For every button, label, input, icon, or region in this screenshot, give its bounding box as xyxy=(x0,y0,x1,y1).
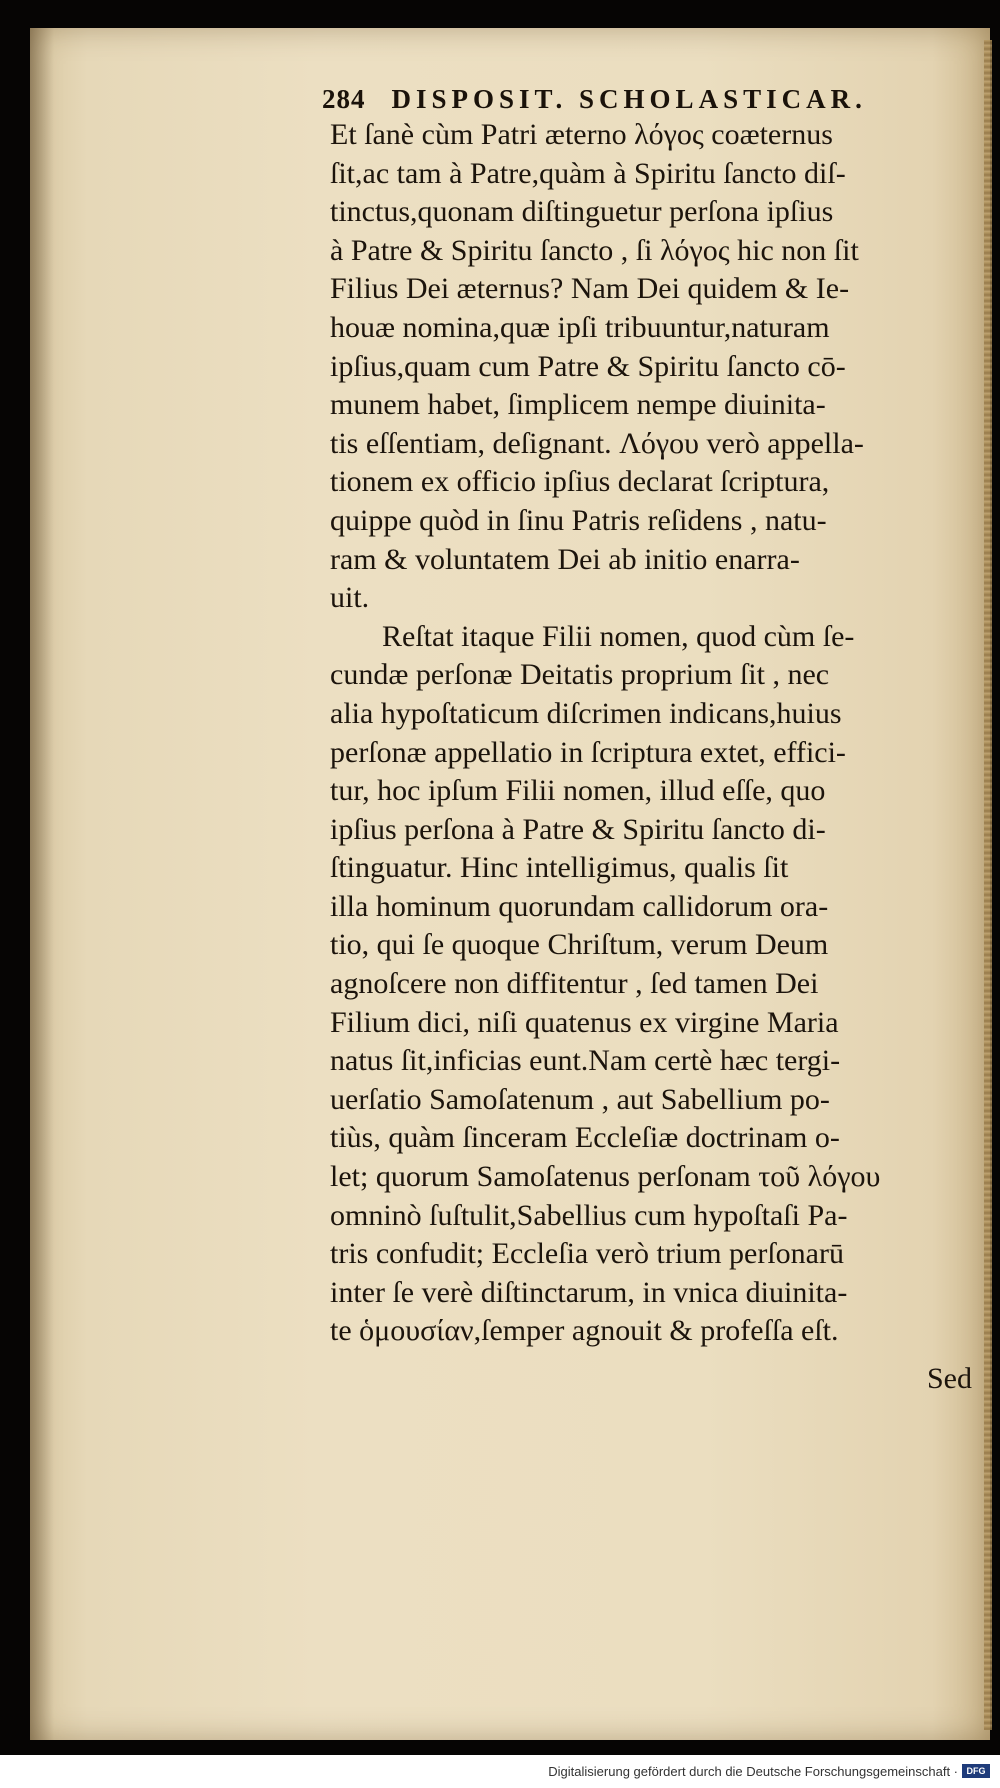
text-line: tinctus,quonam diſtinguetur perſona ipſius xyxy=(330,195,834,229)
text-line: ipſius,quam cum Patre & Spiritu ſancto cō- xyxy=(330,349,846,383)
body-text xyxy=(330,116,972,1351)
paragraph-start-line: Reſtat itaque Filii nomen, quod cùm ſe- xyxy=(382,619,855,653)
text-line: cundæ perſonæ Deitatis proprium ſit , nec xyxy=(330,658,830,692)
text-line: illa hominum quorundam callidorum ora- xyxy=(330,889,829,923)
text-line: alia hypoſtaticum diſcrimen indicans,huius xyxy=(330,696,842,730)
text-line: tis eſſentiam, deſignant. Λόγου verò appella- xyxy=(330,426,864,460)
page-fore-edge xyxy=(984,40,992,1730)
page-number: 284 xyxy=(322,83,366,114)
text-line: munem habet, ſimplicem nempe diuinita- xyxy=(330,388,826,422)
text-line: agnoſcere non diffitentur , ſed tamen Dei xyxy=(330,967,819,1001)
catchword: Sed xyxy=(927,1362,972,1395)
text-line: ſtinguatur. Hinc intelligimus, qualis ſit xyxy=(330,851,789,885)
text-line: houæ nomina,quæ ipſi tribuuntur,naturam xyxy=(330,310,830,344)
text-line: à Patre & Spiritu ſancto , ſi λόγος hic non ſit xyxy=(330,233,859,267)
text-line: inter ſe verè diſtinctarum, in vnica diuinita- xyxy=(330,1275,848,1309)
gutter-shadow xyxy=(30,28,54,1740)
text-line: te ὁμουσίαν,ſemper agnouit & profeſſa eſt. xyxy=(330,1314,839,1348)
text-line: quippe quòd in ſinu Patris reſidens , natu- xyxy=(330,503,827,537)
text-line: let; quorum Samoſatenus perſonam τοῦ λόγου xyxy=(330,1160,881,1194)
text-line: Filius Dei æternus? Nam Dei quidem & Ie- xyxy=(330,272,850,306)
text-line: Et ſanè cùm Patri æterno λόγος coæternus xyxy=(330,118,833,151)
text-line: omninò ſuſtulit,Sabellius cum hypoſtaſi Pa- xyxy=(330,1198,848,1232)
text-line: perſonæ appellatio in ſcriptura extet, effici- xyxy=(330,735,846,769)
text-line: tionem ex officio ipſius declarat ſcriptura, xyxy=(330,465,830,499)
digitization-footer xyxy=(0,1758,990,1784)
catchword-row xyxy=(330,1362,972,1402)
text-line: uit. xyxy=(330,581,370,615)
text-line: ram & voluntatem Dei ab initio enarra- xyxy=(330,542,800,576)
text-line: tiùs, quàm ſinceram Eccleſiæ doctrinam o- xyxy=(330,1121,840,1155)
text-line: tur, hoc ipſum Filii nomen, illud eſſe, quo xyxy=(330,774,826,808)
dfg-logo: DFG xyxy=(962,1764,990,1778)
text-line: tris confudit; Eccleſia verò trium perſonarū xyxy=(330,1237,844,1271)
text-line: ſit,ac tam à Patre,quàm à Spiritu ſancto diſ- xyxy=(330,156,846,190)
text-line: natus ſit,inficias eunt.Nam certè hæc tergi- xyxy=(330,1044,841,1078)
text-line: tio, qui ſe quoque Chriſtum, verum Deum xyxy=(330,928,829,962)
funding-credit: Digitalisierung gefördert durch die Deutsche Forschungsgemeinschaft · xyxy=(548,1763,958,1779)
text-line: Filium dici, niſi quatenus ex virgine Maria xyxy=(330,1005,839,1039)
running-title: DISPOSIT. SCHOLASTICAR. xyxy=(391,83,867,114)
text-line: uerſatio Samoſatenum , aut Sabellium po- xyxy=(330,1082,830,1116)
text-line: ipſius perſona à Patre & Spiritu ſancto di- xyxy=(330,812,826,846)
running-head xyxy=(322,82,962,116)
